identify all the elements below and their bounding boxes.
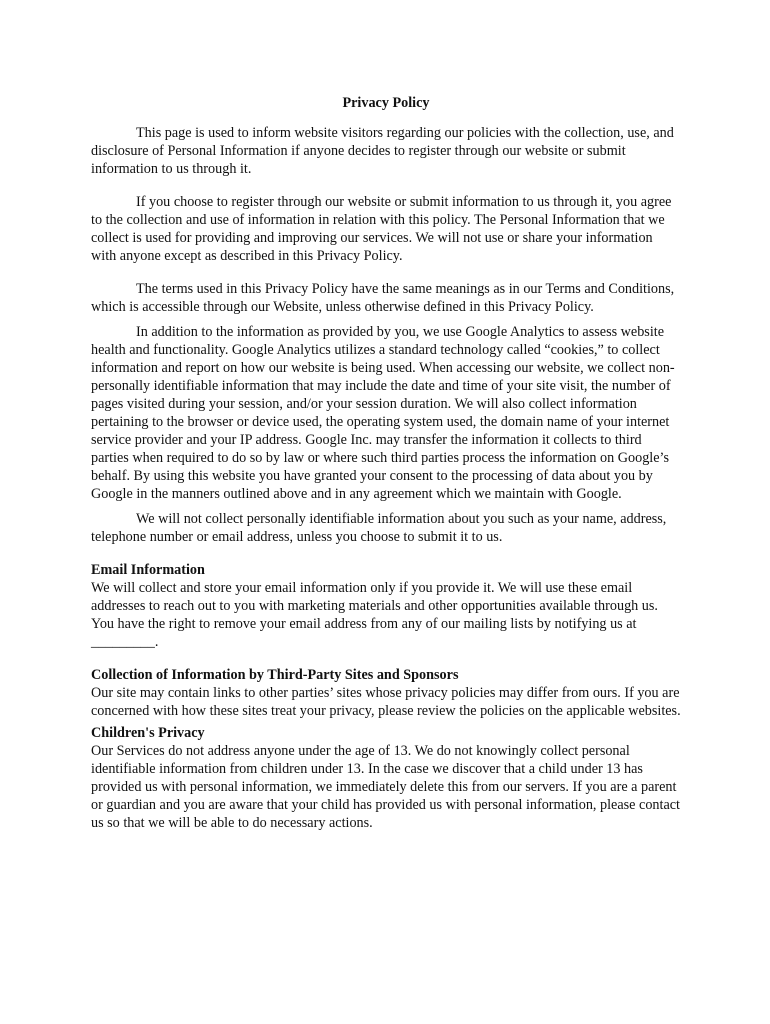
section-heading: Collection of Information by Third-Party Sites and Sponsors — [91, 667, 459, 683]
section-body: Our site may contain links to other parties’ sites whose privacy policies may differ from ours. If you are concerned with how these sites treat your privacy, please review the policies on the applicable websites. — [91, 685, 681, 719]
section-body: We will collect and store your email information only if you provide it. We will use these email addresses to reach out to you with marketing materials and other opportunities available through us. You have the right to remove your email address from any of our mailing lists by notifying us at _________. — [91, 580, 658, 650]
section-heading: Children's Privacy — [91, 725, 205, 741]
section-email-information — [91, 561, 681, 651]
intro-paragraph-5: We will not collect personally identifiable information about you such as your name, address, telephone number or email address, unless you choose to submit it to us. — [91, 511, 667, 545]
intro-paragraph-3: The terms used in this Privacy Policy have the same meanings as in our Terms and Conditions, which is accessible through our Website, unless otherwise defined in this Privacy Policy. — [91, 281, 675, 315]
document-page — [91, 94, 681, 832]
section-body: Our Services do not address anyone under the age of 13. We do not knowingly collect personal identifiable information from children under 13. In the case we discover that a child under 13 has provided us with personal information, we immediately delete this from our servers. If you are a parent or guardian and you are aware that your child has provided us with personal information, please contact us so that we will be able to do necessary actions. — [91, 743, 680, 831]
intro-paragraph-2: If you choose to register through our website or submit information to us through it, you agree to the collection and use of information in relation with this policy. The Personal Information that we collect is used for providing and improving our services. We will not use or share your information with anyone except as described in this Privacy Policy. — [91, 194, 672, 264]
section-third-party-sites — [91, 666, 681, 720]
intro-paragraph-1: This page is used to inform website visitors regarding our policies with the collection, use, and disclosure of Personal Information if anyone decides to register through our website or submit information to us through it. — [91, 125, 674, 177]
document-title: Privacy Policy — [342, 95, 430, 111]
intro-paragraph-4: In addition to the information as provided by you, we use Google Analytics to assess website health and functionality. Google Analytics utilizes a standard technology called “cookies,” to collect information and report on how our website is being used. When accessing our website, we collect non-personally identifiable information that may include the date and time of your site visit, the number of pages visited during your session, and/or your session duration. We will also collect information pertaining to the browser or device used, the operating system used, the domain name of your internet service provider and your IP address. Google Inc. may transfer the information it collects to third parties when required to do so by law or where such third parties process the information on Google’s behalf. By using this website you have granted your consent to the processing of data about you by Google in the manners outlined above and in any agreement which we maintain with Google. — [91, 324, 675, 502]
section-childrens-privacy — [91, 724, 681, 832]
section-heading: Email Information — [91, 562, 205, 578]
